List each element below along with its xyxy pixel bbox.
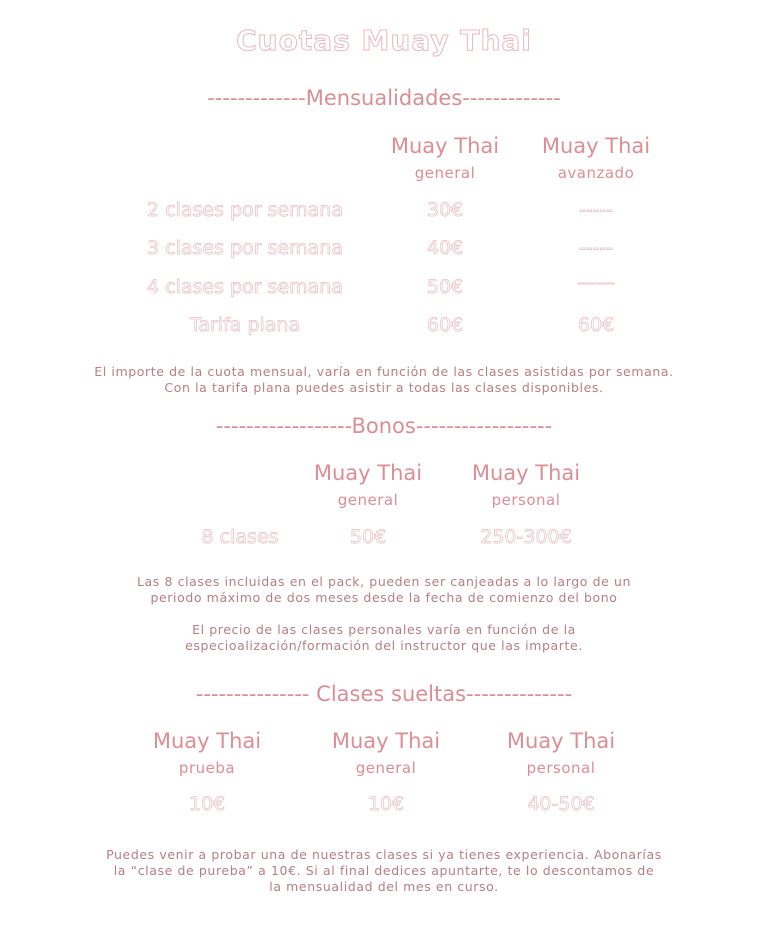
row-price-personal: 250-300€ <box>480 526 572 548</box>
row-price-general: 50€ <box>426 276 464 298</box>
column-title-personal: Muay Thai <box>471 461 581 485</box>
row-price-avanzado: ----- <box>578 199 614 221</box>
column-title-general: Muay Thai <box>390 134 500 158</box>
row-price-general: 60€ <box>426 314 464 336</box>
row-price-general: 30€ <box>426 199 464 221</box>
column-title-personal: Muay Thai <box>506 729 616 753</box>
column-subtitle-personal: personal <box>491 491 561 509</box>
section-header-bonos: ------------------Bonos------------------ <box>215 414 553 438</box>
column-title-avanzado: Muay Thai <box>541 134 651 158</box>
price-general: 10€ <box>367 793 405 815</box>
row-label: 4 clases por semana <box>147 276 343 298</box>
page-title: Cuotas Muay Thai <box>236 24 532 57</box>
bonos-note-personal: El precio de las clases personales varía en función de la especioalización/formación del instructor que las imparte. <box>185 622 583 653</box>
column-subtitle-general: general <box>337 491 399 509</box>
row-price-avanzado: 60€ <box>577 314 615 336</box>
row-label: 8 clases <box>201 526 279 548</box>
column-subtitle-prueba: prueba <box>178 759 236 777</box>
row-label: 2 clases por semana <box>147 199 343 221</box>
mensualidades-note: El importe de la cuota mensual, varía en función de las clases asistidas por semana. Con la tarifa plana puedes asistir a todas las clases disponibles. <box>94 364 674 395</box>
row-price-avanzado: ----- <box>578 237 614 259</box>
column-subtitle-avanzado: avanzado <box>557 164 635 182</box>
column-subtitle-general: general <box>355 759 417 777</box>
row-label: 3 clases por semana <box>147 237 343 259</box>
row-price-avanzado: -------- <box>577 276 615 291</box>
column-subtitle-personal: personal <box>526 759 596 777</box>
row-price-general: 50€ <box>349 526 387 548</box>
bonos-note-validity: Las 8 clases incluidas en el pack, pueden ser canjeadas a lo largo de un periodo máximo de dos meses desde la fecha de comienzo del bono <box>136 574 632 605</box>
column-title-prueba: Muay Thai <box>152 729 262 753</box>
row-label: Tarifa plana <box>189 314 301 336</box>
section-header-clases-sueltas: --------------- Clases sueltas-------------- <box>195 682 573 706</box>
column-title-general: Muay Thai <box>331 729 441 753</box>
sueltas-note: Puedes venir a probar una de nuestras clases si ya tienes experiencia. Abonarías la “clase de pureba” a 10€. Si al final dedices apuntarte, te lo descontamos de la mensualidad del mes en curso. <box>106 847 662 894</box>
price-personal: 40-50€ <box>527 793 595 815</box>
price-prueba: 10€ <box>188 793 226 815</box>
column-subtitle-general: general <box>414 164 476 182</box>
column-title-general: Muay Thai <box>313 461 423 485</box>
section-header-mensualidades: -------------Mensualidades------------- <box>207 86 561 110</box>
row-price-general: 40€ <box>426 237 464 259</box>
